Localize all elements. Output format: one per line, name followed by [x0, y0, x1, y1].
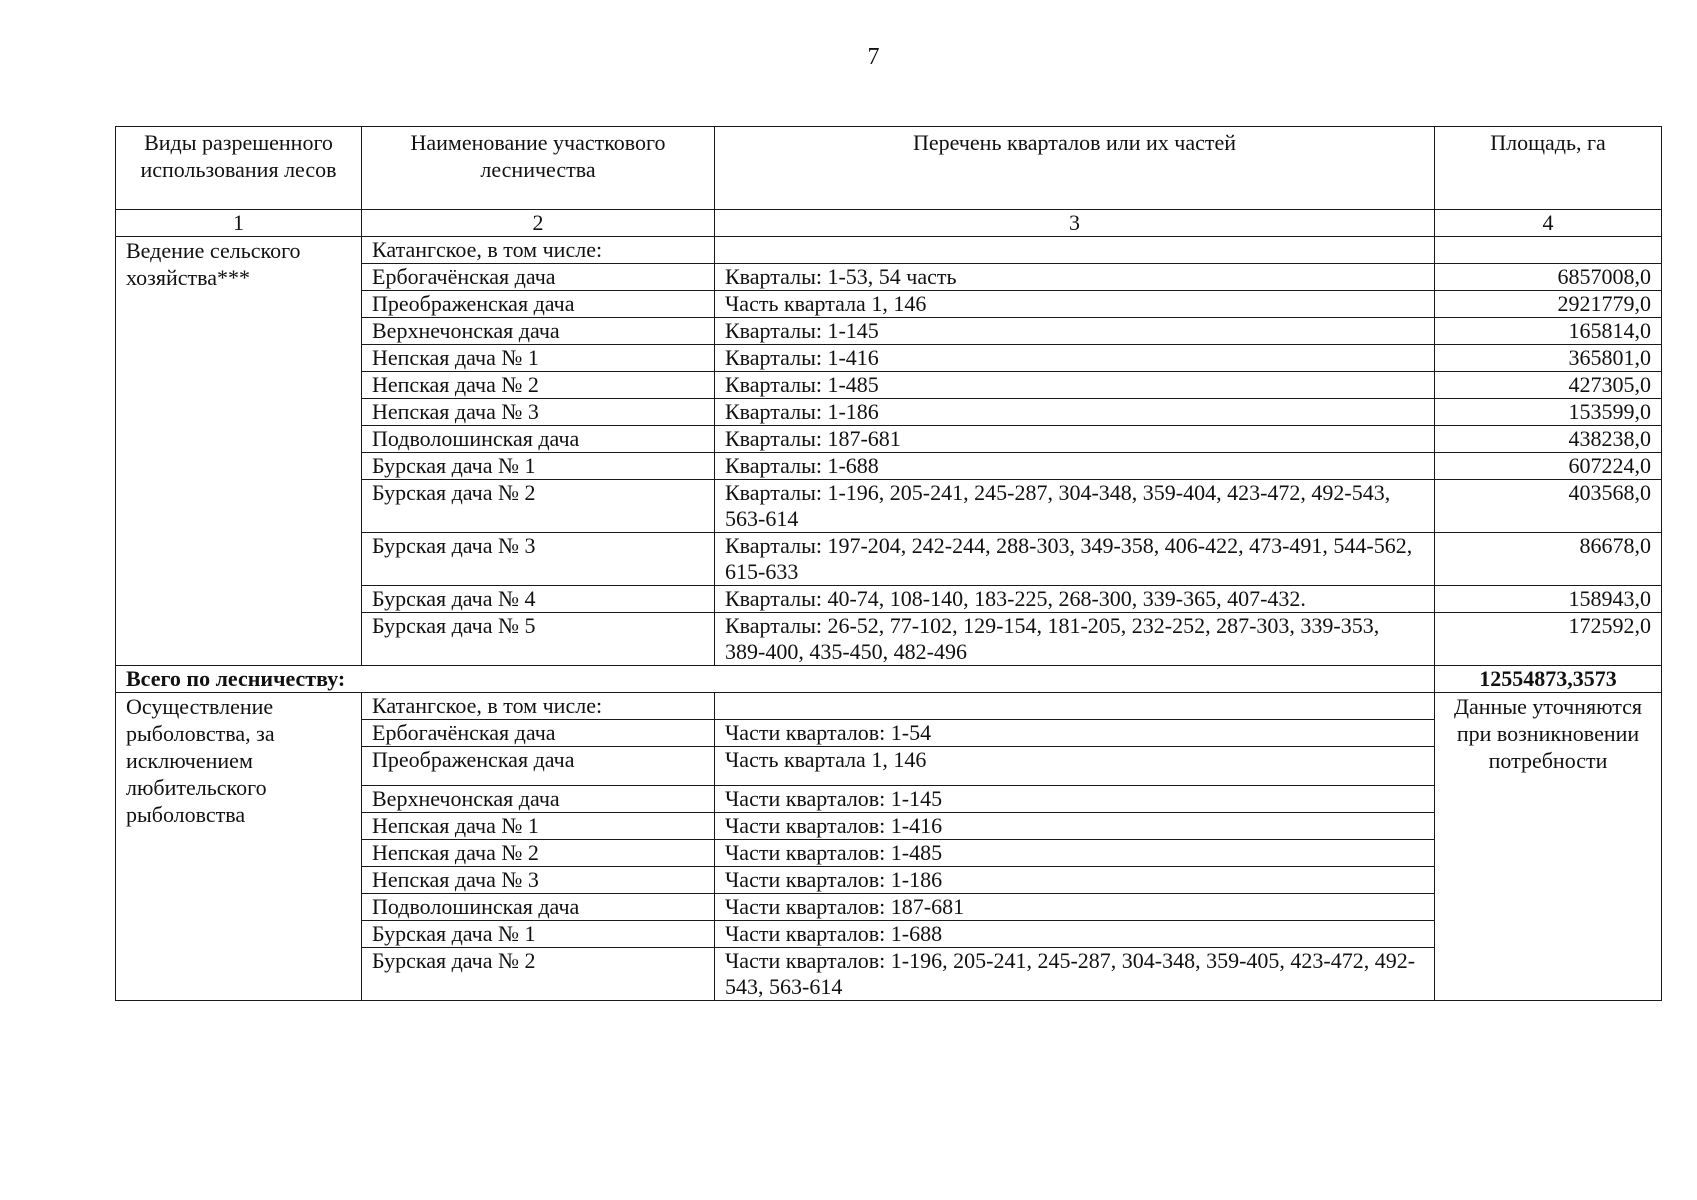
quarters-cell: Части кварталов: 1-54	[715, 720, 1435, 747]
dacha-name: Непская дача № 1	[362, 345, 715, 372]
dacha-name: Бурская дача № 5	[362, 613, 715, 666]
dacha-name: Преображенская дача	[362, 747, 715, 786]
area-cell: 158943,0	[1435, 586, 1662, 613]
area-cell: 365801,0	[1435, 345, 1662, 372]
dacha-name: Бурская дача № 1	[362, 921, 715, 948]
header-forestry-name: Наименование участкового лесничества	[362, 127, 715, 210]
area-note: Данные уточняются при возникновении потребности	[1435, 693, 1662, 1001]
header-area: Площадь, га	[1435, 127, 1662, 210]
quarters-cell: Части кварталов: 1-485	[715, 840, 1435, 867]
area-cell: 153599,0	[1435, 399, 1662, 426]
total-row	[116, 666, 1662, 693]
quarters-cell: Части кварталов: 1-145	[715, 786, 1435, 813]
area-cell	[1435, 237, 1662, 264]
quarters-cell: Части кварталов: 187-681	[715, 894, 1435, 921]
area-cell: 403568,0	[1435, 480, 1662, 533]
dacha-name: Бурская дача № 2	[362, 480, 715, 533]
quarters-cell: Кварталы: 187-681	[715, 426, 1435, 453]
quarters-cell: Кварталы: 26-52, 77-102, 129-154, 181-205, 232-252, 287-303, 339-353, 389-400, 435-450, 482-496	[715, 613, 1435, 666]
column-number-row	[116, 210, 1662, 237]
page-number: 7	[867, 44, 880, 70]
column-number: 3	[715, 210, 1435, 237]
quarters-cell: Кварталы: 197-204, 242-244, 288-303, 349-358, 406-422, 473-491, 544-562, 615-633	[715, 533, 1435, 586]
quarters-cell: Кварталы: 1-196, 205-241, 245-287, 304-348, 359-404, 423-472, 492-543, 563-614	[715, 480, 1435, 533]
area-cell: 6857008,0	[1435, 264, 1662, 291]
forest-use-table	[115, 126, 1662, 1001]
area-cell: 607224,0	[1435, 453, 1662, 480]
dacha-name: Верхнечонская дача	[362, 786, 715, 813]
total-value: 12554873,3573	[1435, 666, 1662, 693]
dacha-name: Бурская дача № 1	[362, 453, 715, 480]
dacha-name: Бурская дача № 4	[362, 586, 715, 613]
header-quarters-list: Перечень кварталов или их частей	[715, 127, 1435, 210]
quarters-cell: Кварталы: 1-53, 54 часть	[715, 264, 1435, 291]
table-row	[116, 237, 1662, 264]
dacha-name: Бурская дача № 3	[362, 533, 715, 586]
header-use-type: Виды разрешенного использования лесов	[116, 127, 362, 210]
dacha-name: Преображенская дача	[362, 291, 715, 318]
quarters-cell: Части кварталов: 1-688	[715, 921, 1435, 948]
area-cell: 427305,0	[1435, 372, 1662, 399]
quarters-cell: Части кварталов: 1-196, 205-241, 245-287, 304-348, 359-405, 423-472, 492-543, 563-614	[715, 948, 1435, 1001]
dacha-name: Подволошинская дача	[362, 894, 715, 921]
dacha-name: Непская дача № 3	[362, 867, 715, 894]
quarters-cell: Части кварталов: 1-186	[715, 867, 1435, 894]
area-cell: 165814,0	[1435, 318, 1662, 345]
area-cell: 172592,0	[1435, 613, 1662, 666]
area-cell: 2921779,0	[1435, 291, 1662, 318]
column-number: 2	[362, 210, 715, 237]
area-cell: 438238,0	[1435, 426, 1662, 453]
area-cell: 86678,0	[1435, 533, 1662, 586]
dacha-name: Подволошинская дача	[362, 426, 715, 453]
dacha-name: Ербогачёнская дача	[362, 264, 715, 291]
quarters-cell: Кварталы: 40-74, 108-140, 183-225, 268-300, 339-365, 407-432.	[715, 586, 1435, 613]
dacha-name: Непская дача № 2	[362, 840, 715, 867]
quarters-cell: Части кварталов: 1-416	[715, 813, 1435, 840]
quarters-cell	[715, 693, 1435, 720]
forestry-title: Катангское, в том числе:	[362, 693, 715, 720]
quarters-cell: Кварталы: 1-186	[715, 399, 1435, 426]
dacha-name: Непская дача № 2	[362, 372, 715, 399]
quarters-cell: Часть квартала 1, 146	[715, 291, 1435, 318]
column-number: 4	[1435, 210, 1662, 237]
quarters-cell: Кварталы: 1-688	[715, 453, 1435, 480]
dacha-name: Непская дача № 3	[362, 399, 715, 426]
dacha-name: Непская дача № 1	[362, 813, 715, 840]
dacha-name: Верхнечонская дача	[362, 318, 715, 345]
use-type-fishing: Осуществление рыболовства, за исключением любительского рыболовства	[116, 693, 362, 1001]
quarters-cell: Часть квартала 1, 146	[715, 747, 1435, 786]
dacha-name: Бурская дача № 2	[362, 948, 715, 1001]
header-row	[116, 127, 1662, 210]
total-label: Всего по лесничеству:	[116, 666, 1435, 693]
quarters-cell	[715, 237, 1435, 264]
quarters-cell: Кварталы: 1-145	[715, 318, 1435, 345]
dacha-name: Ербогачёнская дача	[362, 720, 715, 747]
quarters-cell: Кварталы: 1-485	[715, 372, 1435, 399]
use-type-agriculture: Ведение сельского хозяйства***	[116, 237, 362, 666]
table-row	[116, 693, 1662, 720]
column-number: 1	[116, 210, 362, 237]
forestry-title: Катангское, в том числе:	[362, 237, 715, 264]
quarters-cell: Кварталы: 1-416	[715, 345, 1435, 372]
